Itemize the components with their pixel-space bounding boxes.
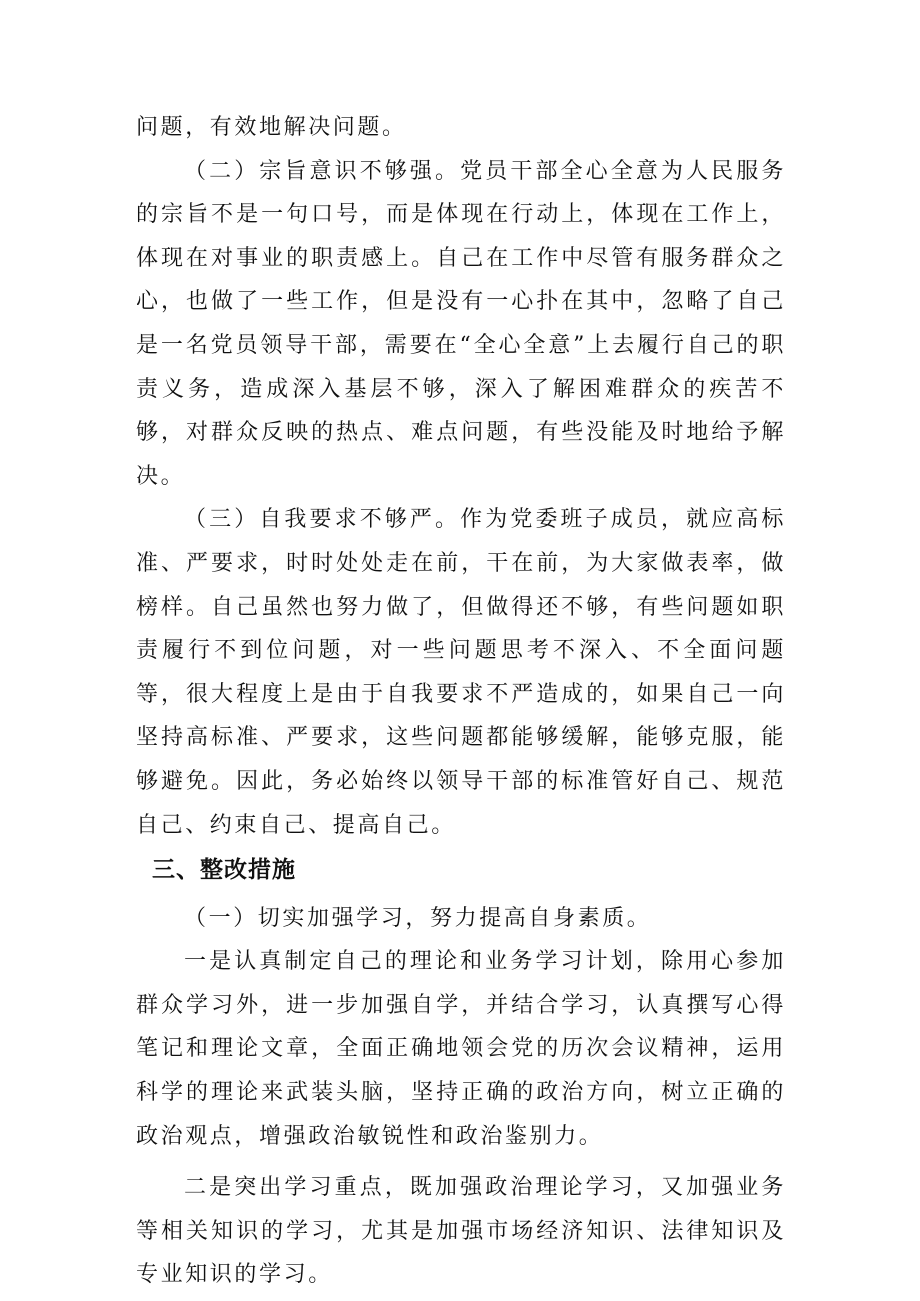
paragraph-self-requirements: （三）自我要求不够严。作为党委班子成员，就应高标准、严要求，时时处处走在前，干在前，为大家做表率，做榜样。自己虽然也努力做了，但做得还不够，有些问题如职责履行不到位问题，对一些问题思考不深入、不全面问题等，很大程度上是由于自我要求不严造成的，如果自己一向坚持高标准、严要求，这些问题都能够缓解，能够克服，能够避免。因此，务必始终以领导干部的标准管好自己、规范自己、约束自己、提高自己。 [136,507,786,838]
paragraph-study-plan: 一是认真制定自己的理论和业务学习计划，除用心参加群众学习外，进一步加强自学，并结合学习，认真撰写心得笔记和理论文章，全面正确地领会党的历次会议精神，运用科学的理论来武装头脑，坚持正确的政治方向，树立正确的政治观点，增强政治敏锐性和政治鉴别力。 [136,949,786,1149]
paragraph-continuation: 问题，有效地解决问题。 [136,115,407,140]
document-body [136,106,786,1297]
paragraph-study-focus: 二是突出学习重点，既加强政治理论学习，又加强业务等相关知识的学习，尤其是加强市场经济知识、法律知识及专业知识的学习。 [136,1175,786,1288]
subheading-strengthen-learning: （一）切实加强学习，努力提高自身素质。 [184,905,652,931]
section-heading-rectification-measures: 三、整改措施 [152,857,296,884]
paragraph-purpose-awareness: （二）宗旨意识不够强。党员干部全心全意为人民服务的宗旨不是一句口号，而是体现在行动上，体现在工作上，体现在对事业的职责感上。自己在工作中尽管有服务群众之心，也做了一些工作，但是没有一心扑在其中，忽略了自己是一名党员领导干部，需要在“全心全意”上去履行自己的职责义务，造成深入基层不够，深入了解困难群众的疾苦不够，对群众反映的热点、难点问题，有些没能及时地给予解决。 [136,158,786,489]
paragraph-spacer [136,1158,786,1166]
